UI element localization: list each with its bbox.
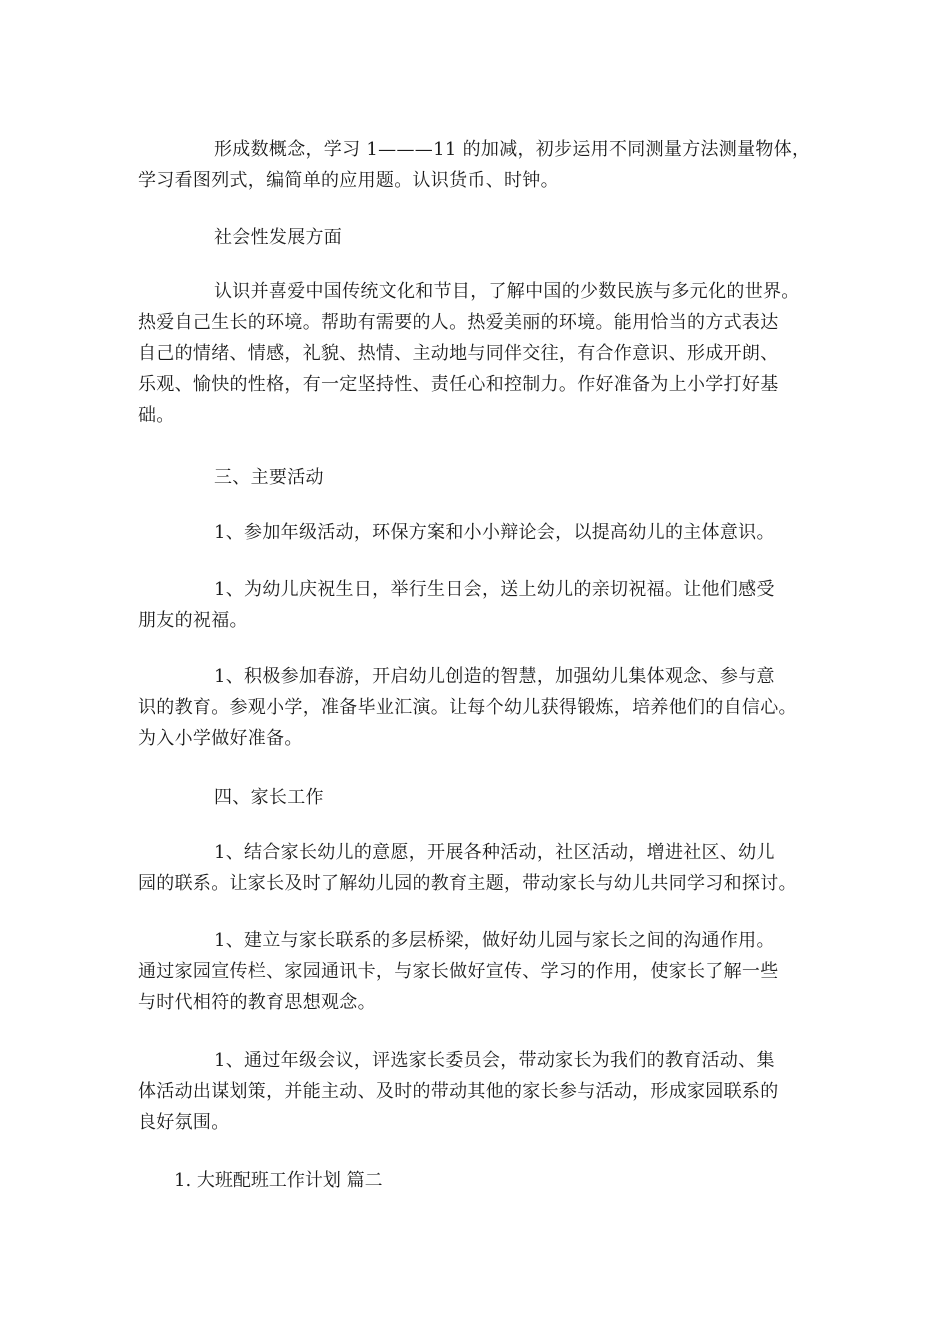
paragraph-activity-3 — [138, 661, 818, 754]
paragraph-parents-3 — [138, 1045, 818, 1138]
text-line: 乐观、愉快的性格，有一定坚持性、责任心和控制力。作好准备为上小学打好基 — [138, 374, 779, 395]
text-line: 1、通过年级会议，评选家长委员会，带动家长为我们的教育活动、集 — [214, 1050, 775, 1071]
section-heading-parents — [138, 782, 818, 813]
text-line: 朋友的祝福。 — [138, 610, 248, 631]
text-line: 形成数概念，学习 1———11 的加减，初步运用不同测量方法测量物体， — [214, 139, 811, 160]
text-line: 与时代相符的教育思想观念。 — [138, 992, 376, 1013]
text-line: 1、建立与家长联系的多层桥梁，做好幼儿园与家长之间的沟通作用。 — [214, 930, 775, 951]
text-line: 认识并喜爱中国传统文化和节目，了解中国的少数民族与多元化的世界。 — [214, 281, 800, 302]
section-heading-activities — [138, 462, 818, 493]
text-line: 园的联系。让家长及时了解幼儿园的教育主题，带动家长与幼儿共同学习和探讨。 — [138, 873, 797, 894]
text-line: 1、结合家长幼儿的意愿，开展各种活动，社区活动，增进社区、幼儿 — [214, 842, 775, 863]
text-line: 1、为幼儿庆祝生日，举行生日会，送上幼儿的亲切祝福。让他们感受 — [214, 579, 775, 600]
paragraph-activity-1 — [138, 517, 818, 548]
text-line: 学习看图列式，编简单的应用题。认识货币、时钟。 — [138, 170, 559, 191]
text-line: 热爱自己生长的环境。帮助有需要的人。热爱美丽的环境。能用恰当的方式表达 — [138, 312, 779, 333]
heading-text: 四、家长工作 — [214, 787, 324, 808]
heading-text: 社会性发展方面 — [214, 227, 343, 248]
text-line: 体活动出谋划策，并能主动、及时的带动其他的家长参与活动，形成家园联系的 — [138, 1081, 779, 1102]
heading-text: 三、主要活动 — [214, 467, 324, 488]
text-line: 良好氛围。 — [138, 1112, 230, 1133]
text-line: 识的教育。参观小学，准备毕业汇演。让每个幼儿获得锻炼，培养他们的自信心。 — [138, 697, 797, 718]
text-line: 自己的情绪、情感，礼貌、热情、主动地与同伴交往，有合作意识、形成开朗、 — [138, 343, 779, 364]
text-line: 通过家园宣传栏、家园通讯卡，与家长做好宣传、学习的作用，使家长了解一些 — [138, 961, 779, 982]
text-line: 1、参加年级活动，环保方案和小小辩论会，以提高幼儿的主体意识。 — [214, 522, 775, 543]
paragraph-parents-1 — [138, 837, 818, 899]
section-heading-social — [138, 222, 818, 253]
paragraph-math-goals — [138, 134, 818, 196]
paragraph-activity-2 — [138, 574, 818, 636]
paragraph-social-goals — [138, 276, 818, 431]
text-line: 础。 — [138, 405, 175, 426]
text-line: 1、积极参加春游，开启幼儿创造的智慧，加强幼儿集体观念、参与意 — [214, 666, 775, 687]
text-line: 为入小学做好准备。 — [138, 728, 303, 749]
next-section-heading: 1. 大班配班工作计划 篇二 — [174, 1170, 383, 1191]
paragraph-parents-2 — [138, 925, 818, 1018]
